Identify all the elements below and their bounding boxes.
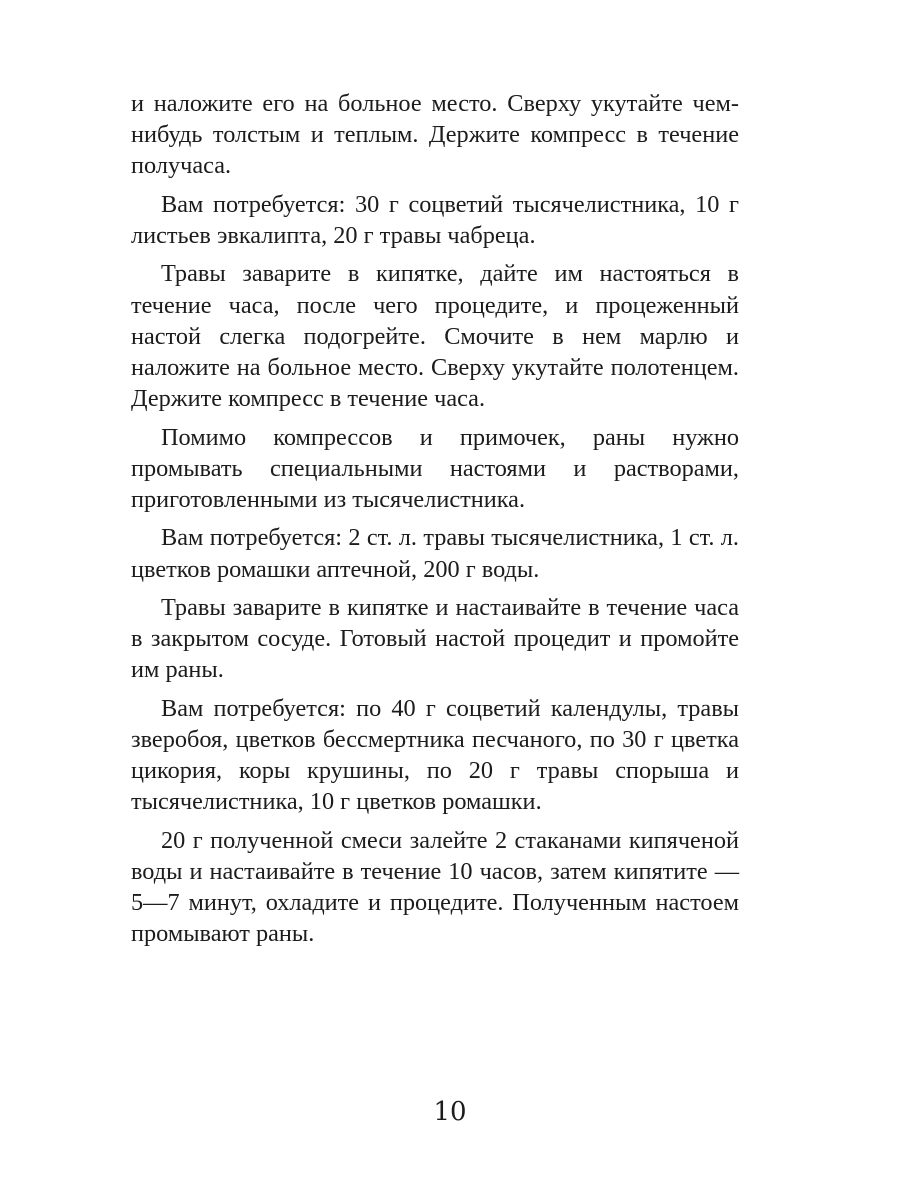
- paragraph-8: 20 г полученной смеси залейте 2 стаканами кипяченой воды и настаивайте в течение 10 часов, затем кипятите — 5—7 минут, охладите и процедите. Полученным настоем промывают раны.: [131, 826, 739, 948]
- paragraph-4: Помимо компрессов и примочек, раны нужно промывать специальными настоями и растворами, приготовленными из тысячелистника.: [131, 423, 739, 513]
- paragraph-3: Травы заварите в кипятке, дайте им настояться в течение часа, после чего процедите, и процеженный настой слегка подогрейте. Смочите в нем марлю и наложите на больное место. Сверху укутайте полотенцем. Держите компресс в течение часа.: [131, 260, 739, 413]
- paragraph-5: Вам потребуется: 2 ст. л. травы тысячелистника, 1 ст. л. цветков ромашки аптечной, 200 г воды.: [131, 524, 739, 583]
- paragraph-2: Вам потребуется: 30 г соцветий тысячелистника, 10 г листьев эвкалипта, 20 г травы чабреца.: [131, 190, 739, 249]
- body-text: [131, 88, 739, 957]
- paragraph-6: Травы заварите в кипятке и настаивайте в течение часа в закрытом сосуде. Готовый настой процедит и промойте им раны.: [131, 593, 739, 684]
- page-number: 10: [433, 1097, 467, 1127]
- paragraph-1: и наложите его на больное место. Сверху укутайте чем-нибудь толстым и теплым. Держите компресс в течение получаса.: [131, 90, 739, 180]
- paragraph-7: Вам потребуется: по 40 г соцветий календулы, травы зверобоя, цветков бессмертника песчаного, по 30 г цветка цикория, коры крушины, по 20 г травы спорыша и тысячелистника, 10 г цветков ромашки.: [131, 694, 739, 816]
